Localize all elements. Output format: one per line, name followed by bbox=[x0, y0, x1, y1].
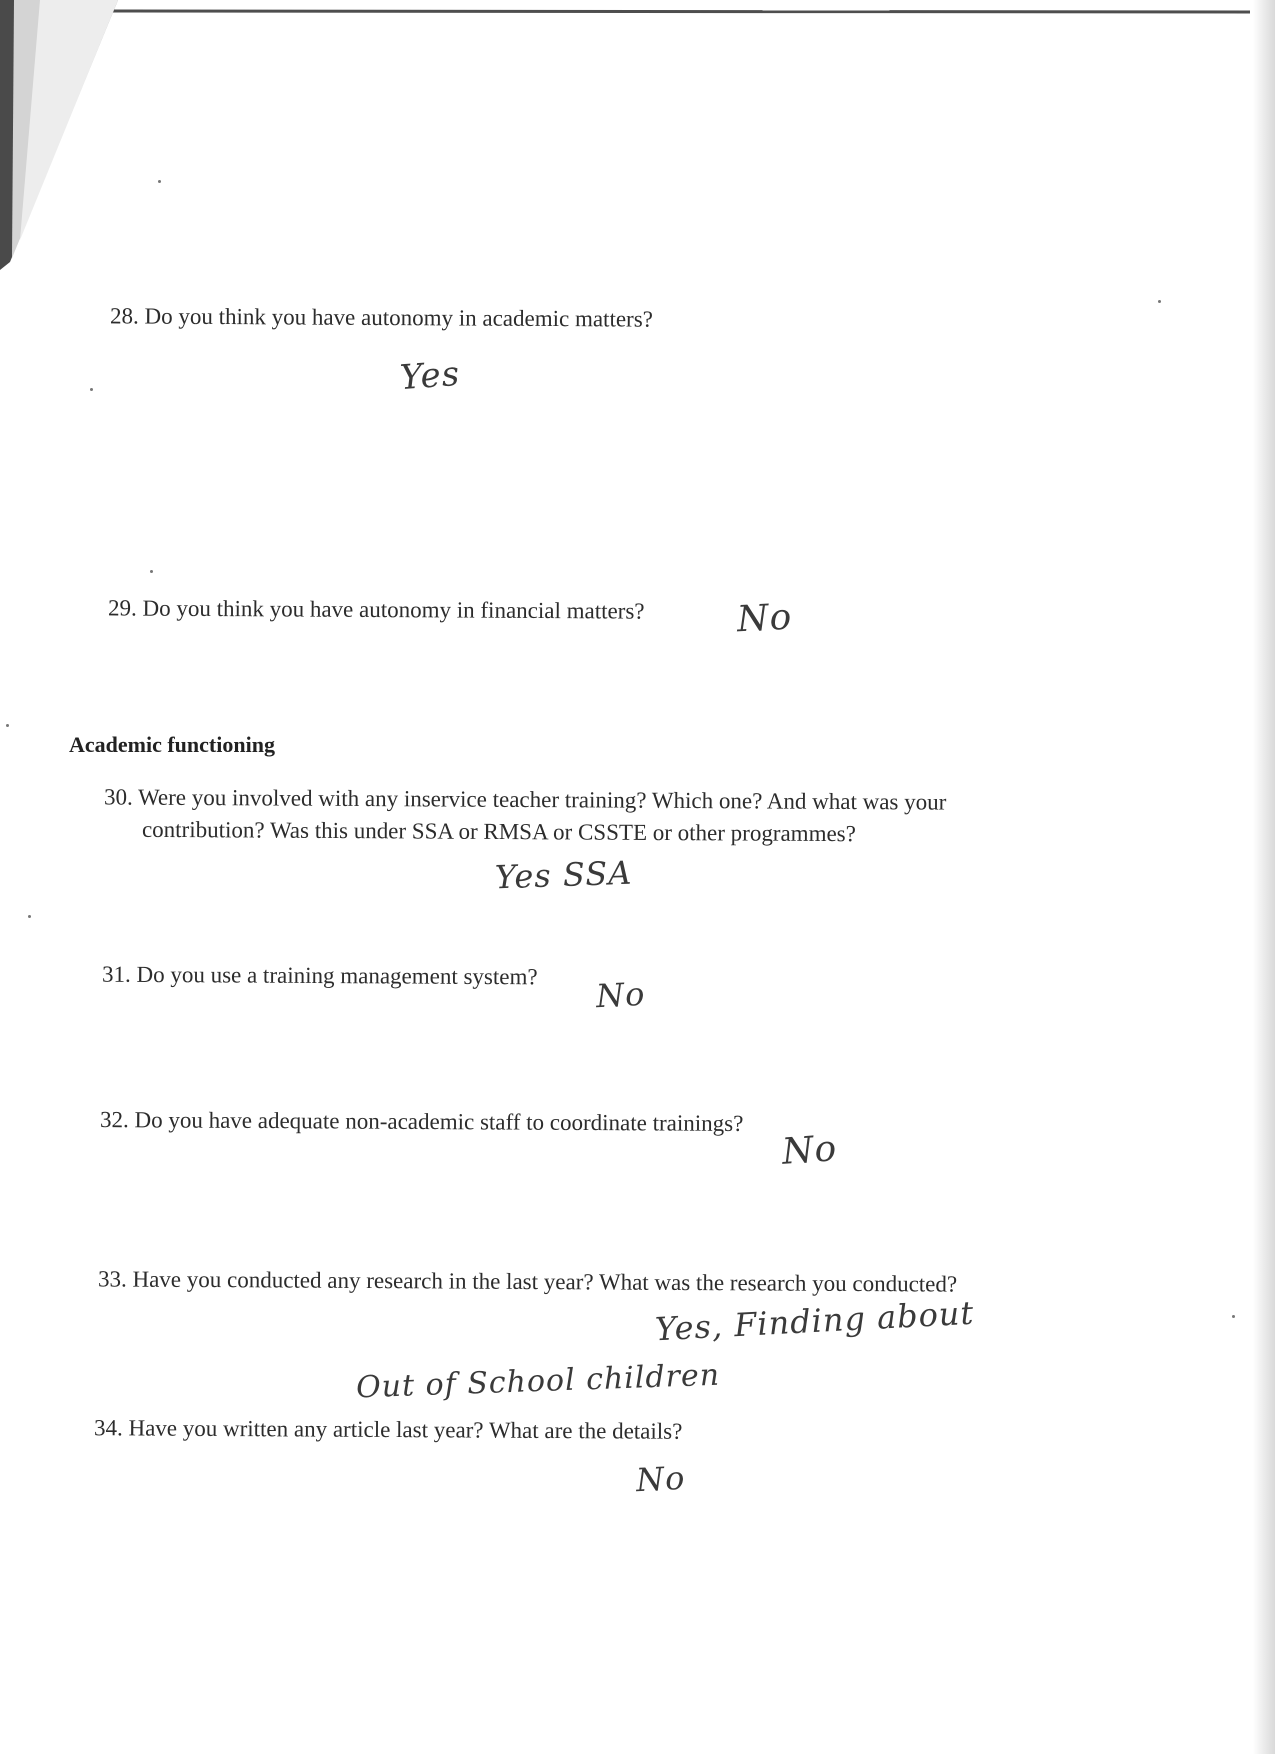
question-number: 29. bbox=[107, 595, 137, 621]
answer-34-handwritten: No bbox=[635, 1458, 687, 1500]
question-30-continued bbox=[142, 814, 856, 850]
question-29 bbox=[108, 592, 645, 627]
question-text: Do you think you have autonomy in academic matters? bbox=[144, 303, 653, 332]
question-text-line1: Were you involved with any inservice teacher training? Which one? And what was your bbox=[138, 784, 947, 815]
scan-speck bbox=[1158, 300, 1161, 303]
answer-29-handwritten: No bbox=[735, 596, 794, 641]
question-number: 31. bbox=[101, 961, 131, 987]
question-text: Do you use a training management system? bbox=[136, 961, 538, 990]
scan-speck bbox=[158, 180, 161, 183]
question-number: 30. bbox=[103, 784, 133, 810]
answer-31-handwritten: No bbox=[595, 974, 647, 1016]
question-34 bbox=[94, 1412, 683, 1448]
question-30 bbox=[104, 781, 946, 818]
answer-33-handwritten-line2: Out of School children bbox=[355, 1357, 721, 1406]
scan-speck bbox=[6, 724, 9, 727]
question-text: Do you have adequate non-academic staff to coordinate trainings? bbox=[134, 1107, 744, 1136]
scan-speck bbox=[28, 915, 31, 918]
question-text: Have you written any article last year? What are the details? bbox=[128, 1415, 683, 1444]
question-32 bbox=[100, 1104, 744, 1140]
question-number: 34. bbox=[93, 1415, 123, 1441]
section-heading-academic-functioning: Academic functioning bbox=[69, 732, 275, 757]
scan-right-edge bbox=[1253, 0, 1275, 1754]
question-33 bbox=[98, 1263, 957, 1300]
question-number: 32. bbox=[99, 1107, 129, 1133]
answer-30-handwritten: Yes SSA bbox=[494, 853, 633, 897]
question-number: 33. bbox=[97, 1266, 127, 1292]
question-text: Do you think you have autonomy in financial matters? bbox=[142, 595, 645, 624]
scan-speck bbox=[150, 570, 153, 573]
answer-32-handwritten: No bbox=[780, 1128, 839, 1173]
answer-33-handwritten-line1: Yes, Finding about bbox=[654, 1293, 976, 1349]
question-31 bbox=[102, 959, 538, 994]
answer-28-handwritten: Yes bbox=[398, 353, 462, 399]
scan-speck bbox=[1232, 1315, 1235, 1318]
scan-speck bbox=[90, 388, 93, 391]
question-number: 28. bbox=[109, 303, 139, 329]
scan-folded-corner bbox=[0, 0, 130, 270]
scan-top-edge bbox=[110, 10, 1250, 14]
question-text: Have you conducted any research in the last year? What was the research you conducted? bbox=[132, 1266, 958, 1297]
question-28 bbox=[110, 300, 653, 335]
question-text-line2: contribution? Was this under SSA or RMSA or CSSTE or other programmes? bbox=[141, 816, 856, 847]
